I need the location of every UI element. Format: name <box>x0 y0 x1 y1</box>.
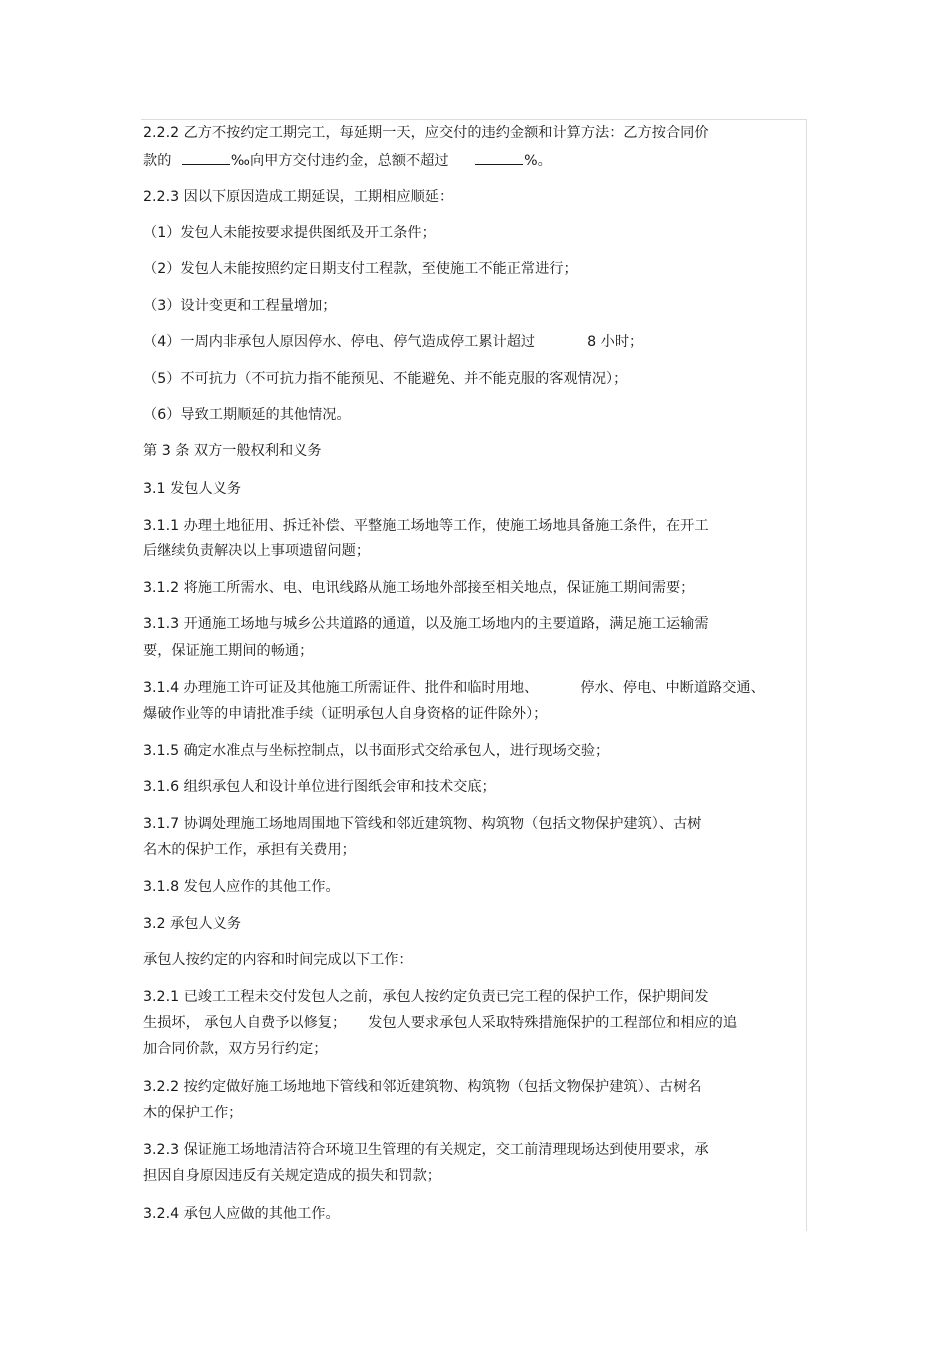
clause-3-1-5: 3.1.5 确定水准点与坐标控制点，以书面形式交给承包人，进行现场交验； <box>143 743 610 759</box>
penalty-rate-blank[interactable] <box>182 151 230 165</box>
clause-2-2-2-line-2 <box>143 151 552 170</box>
delay-item-6: （6）导致工期顺延的其他情况。 <box>143 407 351 423</box>
clause-3-1-7-line-1: 3.1.7 协调处理施工场地周围地下管线和邻近建筑物、构筑物（包括文物保护建筑）、古树 <box>143 816 702 832</box>
clause-3-1-4-text-b: 停水、停电、中断道路交通、 <box>580 680 765 696</box>
delay-item-4 <box>143 333 643 351</box>
delay-item-3: （3）设计变更和工程量增加； <box>143 298 337 314</box>
clause-3-2-3-line-1: 3.2.3 保证施工场地清洁符合环境卫生管理的有关规定，交工前清理现场达到使用要求，承 <box>143 1142 709 1158</box>
delay-item-4-text: （4）一周内非承包人原因停水、停电、停气造成停工累计超过 <box>143 334 536 350</box>
clause-3-1-3-line-1: 3.1.3 开通施工场地与城乡公共道路的通道，以及施工场地内的主要道路，满足施工运输需 <box>143 616 709 632</box>
penalty-cap-blank[interactable] <box>475 151 523 165</box>
clause-2-2-2-text-a: 款的 <box>143 153 172 169</box>
clause-3-1-6: 3.1.6 组织承包人和设计单位进行图纸会审和技术交底； <box>143 779 496 795</box>
clause-2-2-2-text-c: %。 <box>524 153 552 169</box>
clause-2-2-2-line-1: 2.2.2 乙方不按约定工期完工，每延期一天，应交付的违约金额和计算方法：乙方按合同价 <box>143 125 709 141</box>
clause-3-1-1-line-1: 3.1.1 办理土地征用、拆迁补偿、平整施工场地等工作，使施工场地具备施工条件，在开工 <box>143 518 709 534</box>
clause-3-2-1-text-b: 发包人要求承包人采取特殊措施保护的工程部位和相应的追 <box>368 1015 738 1031</box>
clause-3-1-7-line-2: 名木的保护工作，承担有关费用； <box>143 842 356 858</box>
delay-item-4-hours: 8 小时； <box>587 334 644 350</box>
delay-item-5: （5）不可抗力（不可抗力指不能预见、不能避免、并不能克服的客观情况）； <box>143 371 628 387</box>
page-border <box>141 119 807 1231</box>
clause-2-2-2-text-b: ‰向甲方交付违约金，总额不超过 <box>230 153 449 169</box>
clause-3-2-1-text-a: 生损坏， 承包人自费予以修复； <box>143 1015 347 1031</box>
clause-3-2-2-line-2: 木的保护工作； <box>143 1105 243 1121</box>
clause-3-2-2-line-1: 3.2.2 按约定做好施工场地地下管线和邻近建筑物、构筑物（包括文物保护建筑）、古树名 <box>143 1079 702 1095</box>
clause-3-1-4-line-2: 爆破作业等的申请批准手续（证明承包人自身资格的证件除外）； <box>143 706 548 722</box>
clause-3-1-8: 3.1.8 发包人应作的其他工作。 <box>143 879 340 895</box>
article-3-heading: 第 3 条 双方一般权利和义务 <box>143 443 322 459</box>
clause-3-2-1-line-3: 加合同价款，双方另行约定； <box>143 1041 328 1057</box>
section-3-2-heading: 3.2 承包人义务 <box>143 916 242 932</box>
clause-3-1-4-text-a: 3.1.4 办理施工许可证及其他施工所需证件、批件和临时用地、 <box>143 680 539 696</box>
clause-3-2-1-line-1: 3.2.1 已竣工工程未交付发包人之前，承包人按约定负责已完工程的保护工作，保护期间发 <box>143 989 709 1005</box>
clause-3-2-3-line-2: 担因自身原因违反有关规定造成的损失和罚款； <box>143 1168 441 1184</box>
clause-3-1-4-line-1 <box>143 679 765 697</box>
clause-3-2-4: 3.2.4 承包人应做的其他工作。 <box>143 1206 340 1222</box>
clause-3-1-1-line-2: 后继续负责解决以上事项遗留问题； <box>143 543 371 559</box>
clause-2-2-3: 2.2.3 因以下原因造成工期延误，工期相应顺延： <box>143 189 454 205</box>
clause-3-1-2: 3.1.2 将施工所需水、电、电讯线路从施工场地外部接至相关地点，保证施工期间需要； <box>143 580 695 596</box>
clause-3-2-1-line-2 <box>143 1014 737 1032</box>
section-3-1-heading: 3.1 发包人义务 <box>143 481 242 497</box>
delay-item-1: （1）发包人未能按要求提供图纸及开工条件； <box>143 225 436 241</box>
section-3-2-intro: 承包人按约定的内容和时间完成以下工作： <box>143 952 413 968</box>
clause-3-1-3-line-2: 要，保证施工期间的畅通； <box>143 643 314 659</box>
delay-item-2: （2）发包人未能按照约定日期支付工程款，至使施工不能正常进行； <box>143 261 578 277</box>
